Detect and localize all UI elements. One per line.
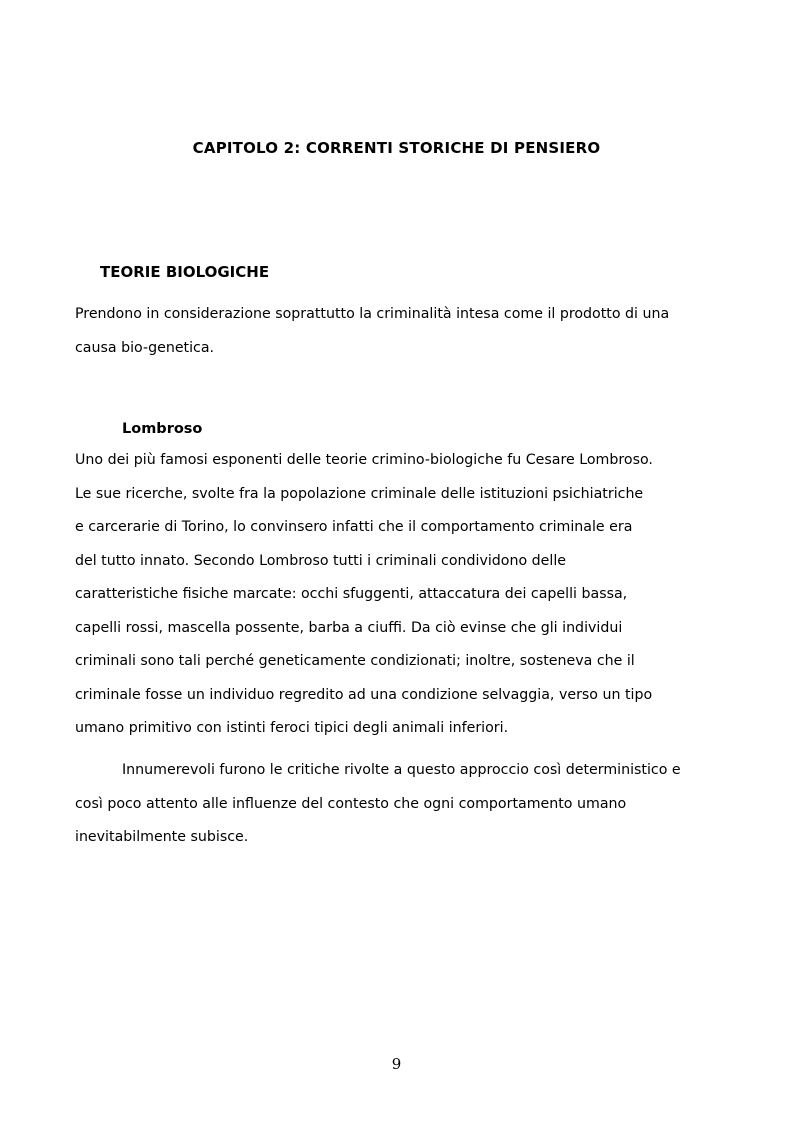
paragraph-line: e carcerarie di Torino, lo convinsero infatti che il comportamento criminale era [75,519,633,535]
intro-paragraph [75,298,725,365]
paragraph-line: Uno dei più famosi esponenti delle teorie crimino-biologiche fu Cesare Lombroso. [75,452,653,468]
paragraph-line: Prendono in considerazione soprattutto la criminalità intesa come il prodotto di una [75,306,670,322]
chapter-title: CAPITOLO 2: CORRENTI STORICHE DI PENSIERO [192,139,601,157]
lombroso-paragraph [75,444,725,746]
page-number: 9 [391,1055,402,1073]
paragraph-line: umano primitivo con istinti feroci tipici degli animali inferiori. [75,720,509,736]
paragraph-line: causa bio-genetica. [75,339,215,356]
subsection-title: Lombroso [122,421,203,437]
paragraph-line: inevitabilmente subisce. [75,829,249,845]
paragraph-line: Le sue ricerche, svolte fra la popolazione criminale delle istituzioni psichiatriche [75,485,644,502]
paragraph-line: criminale fosse un individuo regredito ad una condizione selvaggia, verso un tipo [75,686,653,703]
paragraph-line: del tutto innato. Secondo Lombroso tutti i criminali condividono delle [75,552,567,569]
paragraph-line: capelli rossi, mascella possente, barba a ciuffi. Da ciò evinse che gli individui [75,619,623,636]
paragraph-line: criminali sono tali perché geneticamente condizionati; inoltre, sosteneva che il [75,653,635,669]
paragraph-line: Innumerevoli furono le critiche rivolte a questo approccio così deterministico e [122,762,681,778]
section-title: TEORIE BIOLOGICHE [100,263,270,281]
paragraph-line: così poco attento alle influenze del contesto che ogni comportamento umano [75,795,627,812]
critique-paragraph [75,754,725,855]
paragraph-line: caratteristiche fisiche marcate: occhi sfuggenti, attaccatura dei capelli bassa, [75,586,628,602]
